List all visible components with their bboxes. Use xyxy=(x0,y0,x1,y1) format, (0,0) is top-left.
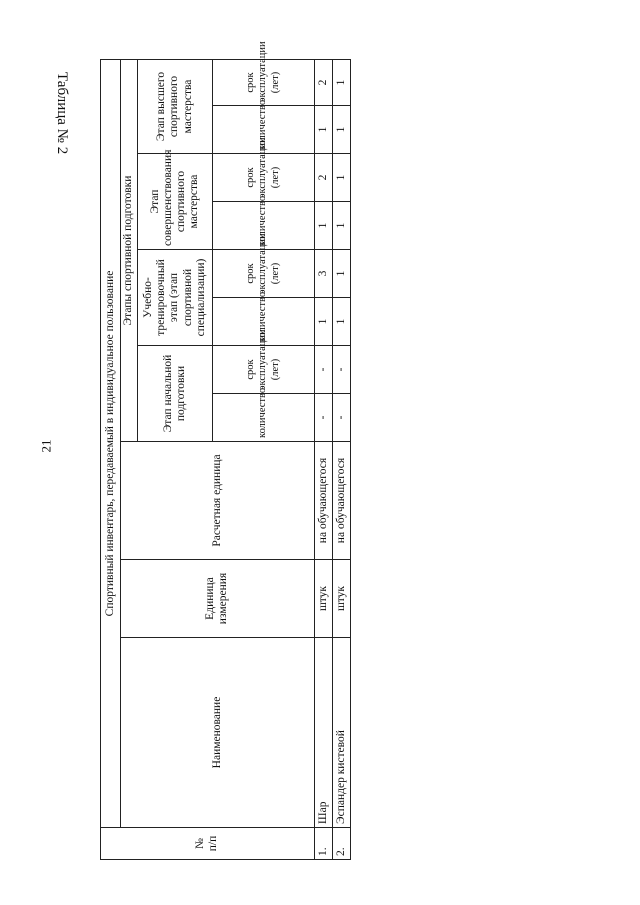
row-value: - xyxy=(332,394,350,442)
group-header: Спортивный инвентарь, передаваемый в индивидуальное пользование xyxy=(101,59,121,827)
stage-header: Учебно-тренировочный этап (этап спортивной специализации) xyxy=(137,250,213,346)
sub-header-term: срок эксплуатации (лет) xyxy=(213,154,314,202)
row-value: 2 xyxy=(314,59,332,105)
stage-header: Этап совершенствования спортивного мастерства xyxy=(137,154,213,250)
row-value: 1 xyxy=(332,106,350,154)
sub-header-qty: количество xyxy=(213,106,314,154)
sub-header-term: срок эксплуатации (лет) xyxy=(213,346,314,394)
page-number: 21 xyxy=(38,439,54,453)
sub-header-qty: количество xyxy=(213,394,314,442)
row-value: - xyxy=(314,346,332,394)
row-value: 1 xyxy=(314,202,332,250)
row-value: - xyxy=(314,394,332,442)
row-num: 2. xyxy=(332,828,350,860)
sub-header-qty: количество xyxy=(213,298,314,346)
table-row xyxy=(314,59,332,859)
table-caption: Таблица № 2 xyxy=(54,72,70,155)
row-unit: штук xyxy=(332,560,350,638)
sub-header-term: срок эксплуатации (лет) xyxy=(213,59,314,105)
row-value: 1 xyxy=(332,250,350,298)
row-name: Шар xyxy=(314,638,332,828)
row-value: 1 xyxy=(314,298,332,346)
header-num: № п/п xyxy=(101,828,315,860)
row-value: 1 xyxy=(332,202,350,250)
row-name: Эспандер кистевой xyxy=(332,638,350,828)
row-value: 1 xyxy=(332,298,350,346)
sub-header-term: срок эксплуатации (лет) xyxy=(213,250,314,298)
row-num: 1. xyxy=(314,828,332,860)
sub-header-qty: количество xyxy=(213,202,314,250)
row-calc: на обучающегося xyxy=(314,442,332,560)
stages-header: Этапы спортивной подготовки xyxy=(121,59,137,441)
equipment-table xyxy=(100,41,351,860)
header-calc: Расчетная единица xyxy=(121,442,314,560)
stage-header: Этап начальной подготовки xyxy=(137,346,213,442)
row-value: 2 xyxy=(314,154,332,202)
row-value: 1 xyxy=(314,106,332,154)
row-value: 3 xyxy=(314,250,332,298)
header-name: Наименование xyxy=(121,638,314,828)
rotated-table-container xyxy=(100,41,351,860)
row-value: 1 xyxy=(332,154,350,202)
stage-header: Этап высшего спортивного мастерства xyxy=(137,59,213,153)
row-value: - xyxy=(332,346,350,394)
row-calc: на обучающегося xyxy=(332,442,350,560)
header-unit: Единица измерения xyxy=(121,560,314,638)
row-unit: штук xyxy=(314,560,332,638)
row-value: 1 xyxy=(332,59,350,105)
table-row xyxy=(332,59,350,859)
